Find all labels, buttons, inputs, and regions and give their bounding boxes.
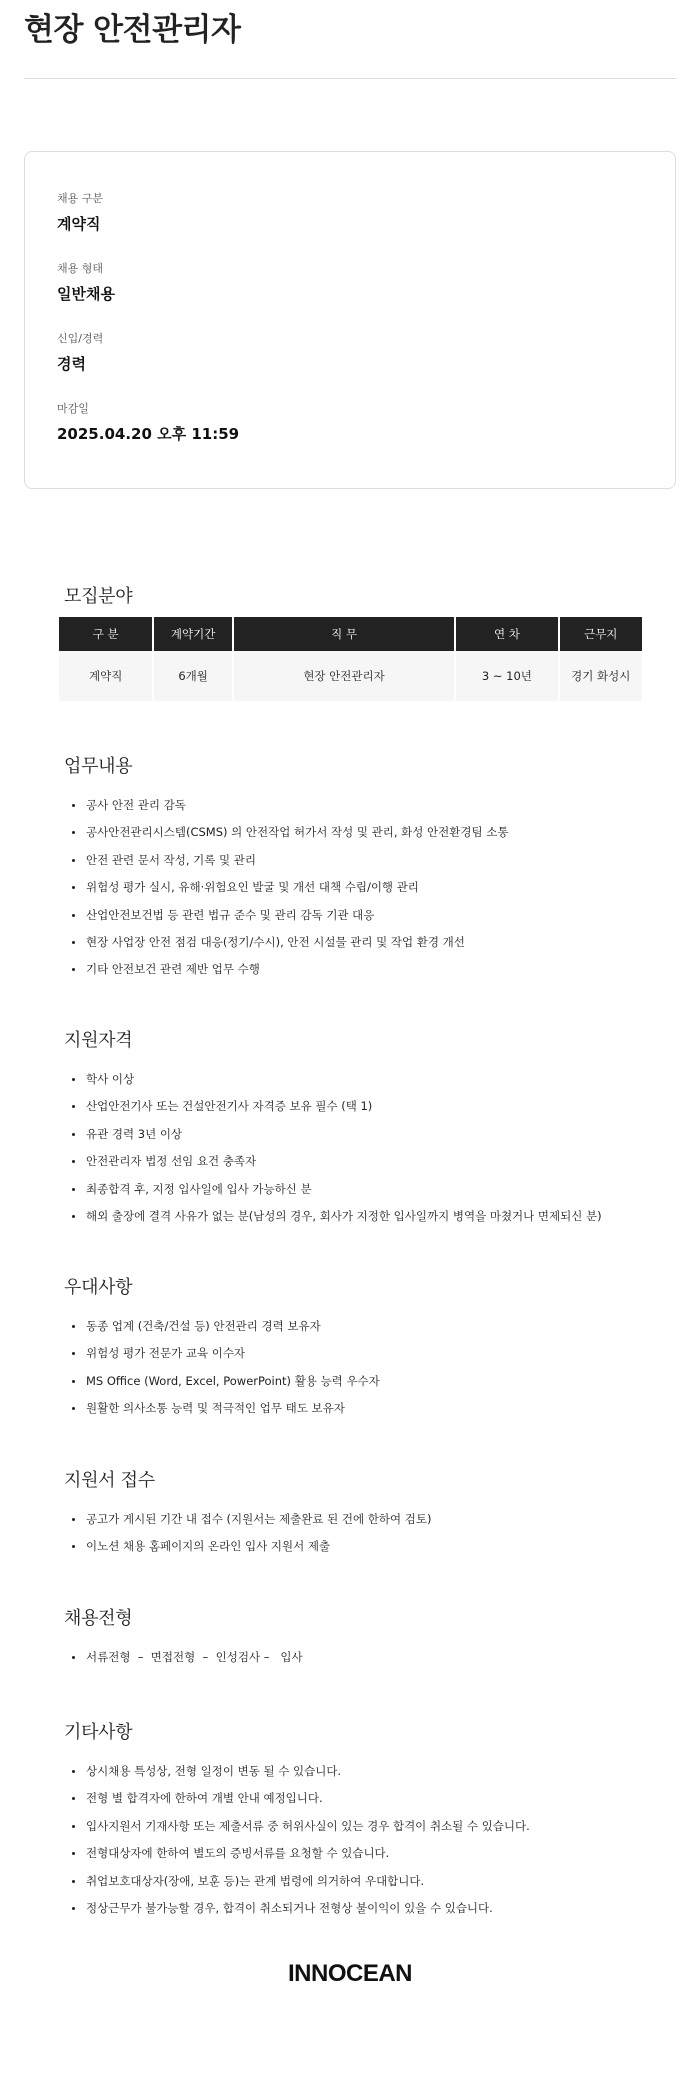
table-header: 직 무 (234, 617, 454, 651)
info-deadline (57, 402, 239, 444)
section-title-recruit: 모집분야 (64, 586, 133, 607)
list-item: 기타 안전보건 관련 제반 업무 수행 (72, 961, 508, 988)
info-employment-category (57, 192, 103, 234)
section-title-etc: 기타사항 (64, 1722, 133, 1743)
table-cell: 3 ~ 10년 (456, 651, 557, 701)
list-item: 공사 안전 관리 감독 (72, 797, 508, 824)
section-title-duties: 업무내용 (64, 756, 133, 777)
page-title: 현장 안전관리자 (24, 12, 241, 48)
info-value: 경력 (57, 355, 86, 373)
list-item: MS Office (Word, Excel, PowerPoint) 활용 능력 우수자 (72, 1373, 380, 1400)
etc-list (72, 1763, 530, 1927)
list-item: 산업안전보건법 등 관련 법규 준수 및 관리 감독 기관 대응 (72, 907, 508, 934)
info-label: 신입/경력 (57, 332, 104, 345)
qualifications-list (72, 1071, 602, 1235)
table-cell: 경기 화성시 (560, 651, 642, 701)
list-item: 취업보호대상자(장애, 보훈 등)는 관계 법령에 의거하여 우대합니다. (72, 1873, 530, 1900)
table-header: 구 분 (59, 617, 152, 651)
list-item: 공고가 게시된 기간 내 접수 (지원서는 제출완료 된 건에 한하여 검토) (72, 1511, 431, 1538)
list-item: 안전관리자 법정 선임 요건 충족자 (72, 1153, 602, 1180)
list-item: 정상근무가 불가능할 경우, 합격이 취소되거나 전형상 불이익이 있을 수 있습니다. (72, 1900, 530, 1927)
list-item: 원활한 의사소통 능력 및 적극적인 업무 태도 보유자 (72, 1400, 380, 1427)
table-cell: 6개월 (154, 651, 231, 701)
list-item: 위험성 평가 전문가 교육 이수자 (72, 1345, 380, 1372)
list-item: 최종합격 후, 지정 입사일에 입사 가능하신 분 (72, 1181, 602, 1208)
list-item: 상시채용 특성상, 전형 일정이 변동 될 수 있습니다. (72, 1763, 530, 1790)
job-summary-card (24, 151, 676, 489)
section-title-process: 채용전형 (64, 1608, 133, 1629)
list-item: 공사안전관리시스템(CSMS) 의 안전작업 허가서 작성 및 관리, 화성 안전환경팀 소통 (72, 824, 508, 851)
table-row (59, 651, 642, 701)
table-header-row (59, 617, 642, 651)
info-value: 2025.04.20 오후 11:59 (57, 425, 240, 443)
list-item: 학사 이상 (72, 1071, 602, 1098)
list-item: 유관 경력 3년 이상 (72, 1126, 602, 1153)
info-employment-type (57, 262, 115, 304)
table-header: 연 차 (456, 617, 557, 651)
list-item: 현장 사업장 안전 점검 대응(정기/수시), 안전 시설물 관리 및 작업 환경 개선 (72, 934, 508, 961)
preferences-list (72, 1318, 380, 1428)
recruit-table (57, 617, 644, 701)
list-item: 위험성 평가 실시, 유해·위험요인 발굴 및 개선 대책 수립/이행 관리 (72, 879, 508, 906)
process-steps: 서류전형 – 면접전형 – 인성검사 – 입사 (72, 1649, 303, 1665)
title-divider (24, 78, 676, 79)
info-label: 마감일 (57, 402, 89, 415)
section-title-application: 지원서 접수 (64, 1470, 155, 1491)
info-value: 일반채용 (57, 285, 115, 303)
list-item: 산업안전기사 또는 건설안전기사 자격증 보유 필수 (택 1) (72, 1098, 602, 1125)
section-title-preferences: 우대사항 (64, 1277, 133, 1298)
application-list (72, 1511, 431, 1566)
innocean-logo: INNOCEAN (287, 1960, 412, 1987)
list-item: 전형대상자에 한하여 별도의 증빙서류를 요청할 수 있습니다. (72, 1845, 530, 1872)
table-header: 계약기간 (154, 617, 231, 651)
table-cell: 현장 안전관리자 (234, 651, 454, 701)
info-label: 채용 형태 (57, 262, 104, 275)
list-item: 이노션 채용 홈페이지의 온라인 입사 지원서 제출 (72, 1538, 431, 1565)
duties-list (72, 797, 508, 989)
section-title-qualifications: 지원자격 (64, 1030, 133, 1051)
list-item: 입사지원서 기재사항 또는 제출서류 중 허위사실이 있는 경우 합격이 취소될 수 있습니다. (72, 1818, 530, 1845)
list-item: 해외 출장에 결격 사유가 없는 분(남성의 경우, 회사가 지정한 입사일까지 병역을 마쳤거나 면제되신 분) (72, 1208, 602, 1235)
info-value: 계약직 (57, 215, 101, 233)
list-item: 전형 별 합격자에 한하여 개별 안내 예정입니다. (72, 1790, 530, 1817)
table-header: 근무지 (560, 617, 642, 651)
list-item: 동종 업계 (건축/건설 등) 안전관리 경력 보유자 (72, 1318, 380, 1345)
info-label: 채용 구분 (57, 192, 104, 205)
table-cell: 계약직 (59, 651, 152, 701)
info-experience-level (57, 332, 103, 374)
list-item: 안전 관련 문서 작성, 기록 및 관리 (72, 852, 508, 879)
